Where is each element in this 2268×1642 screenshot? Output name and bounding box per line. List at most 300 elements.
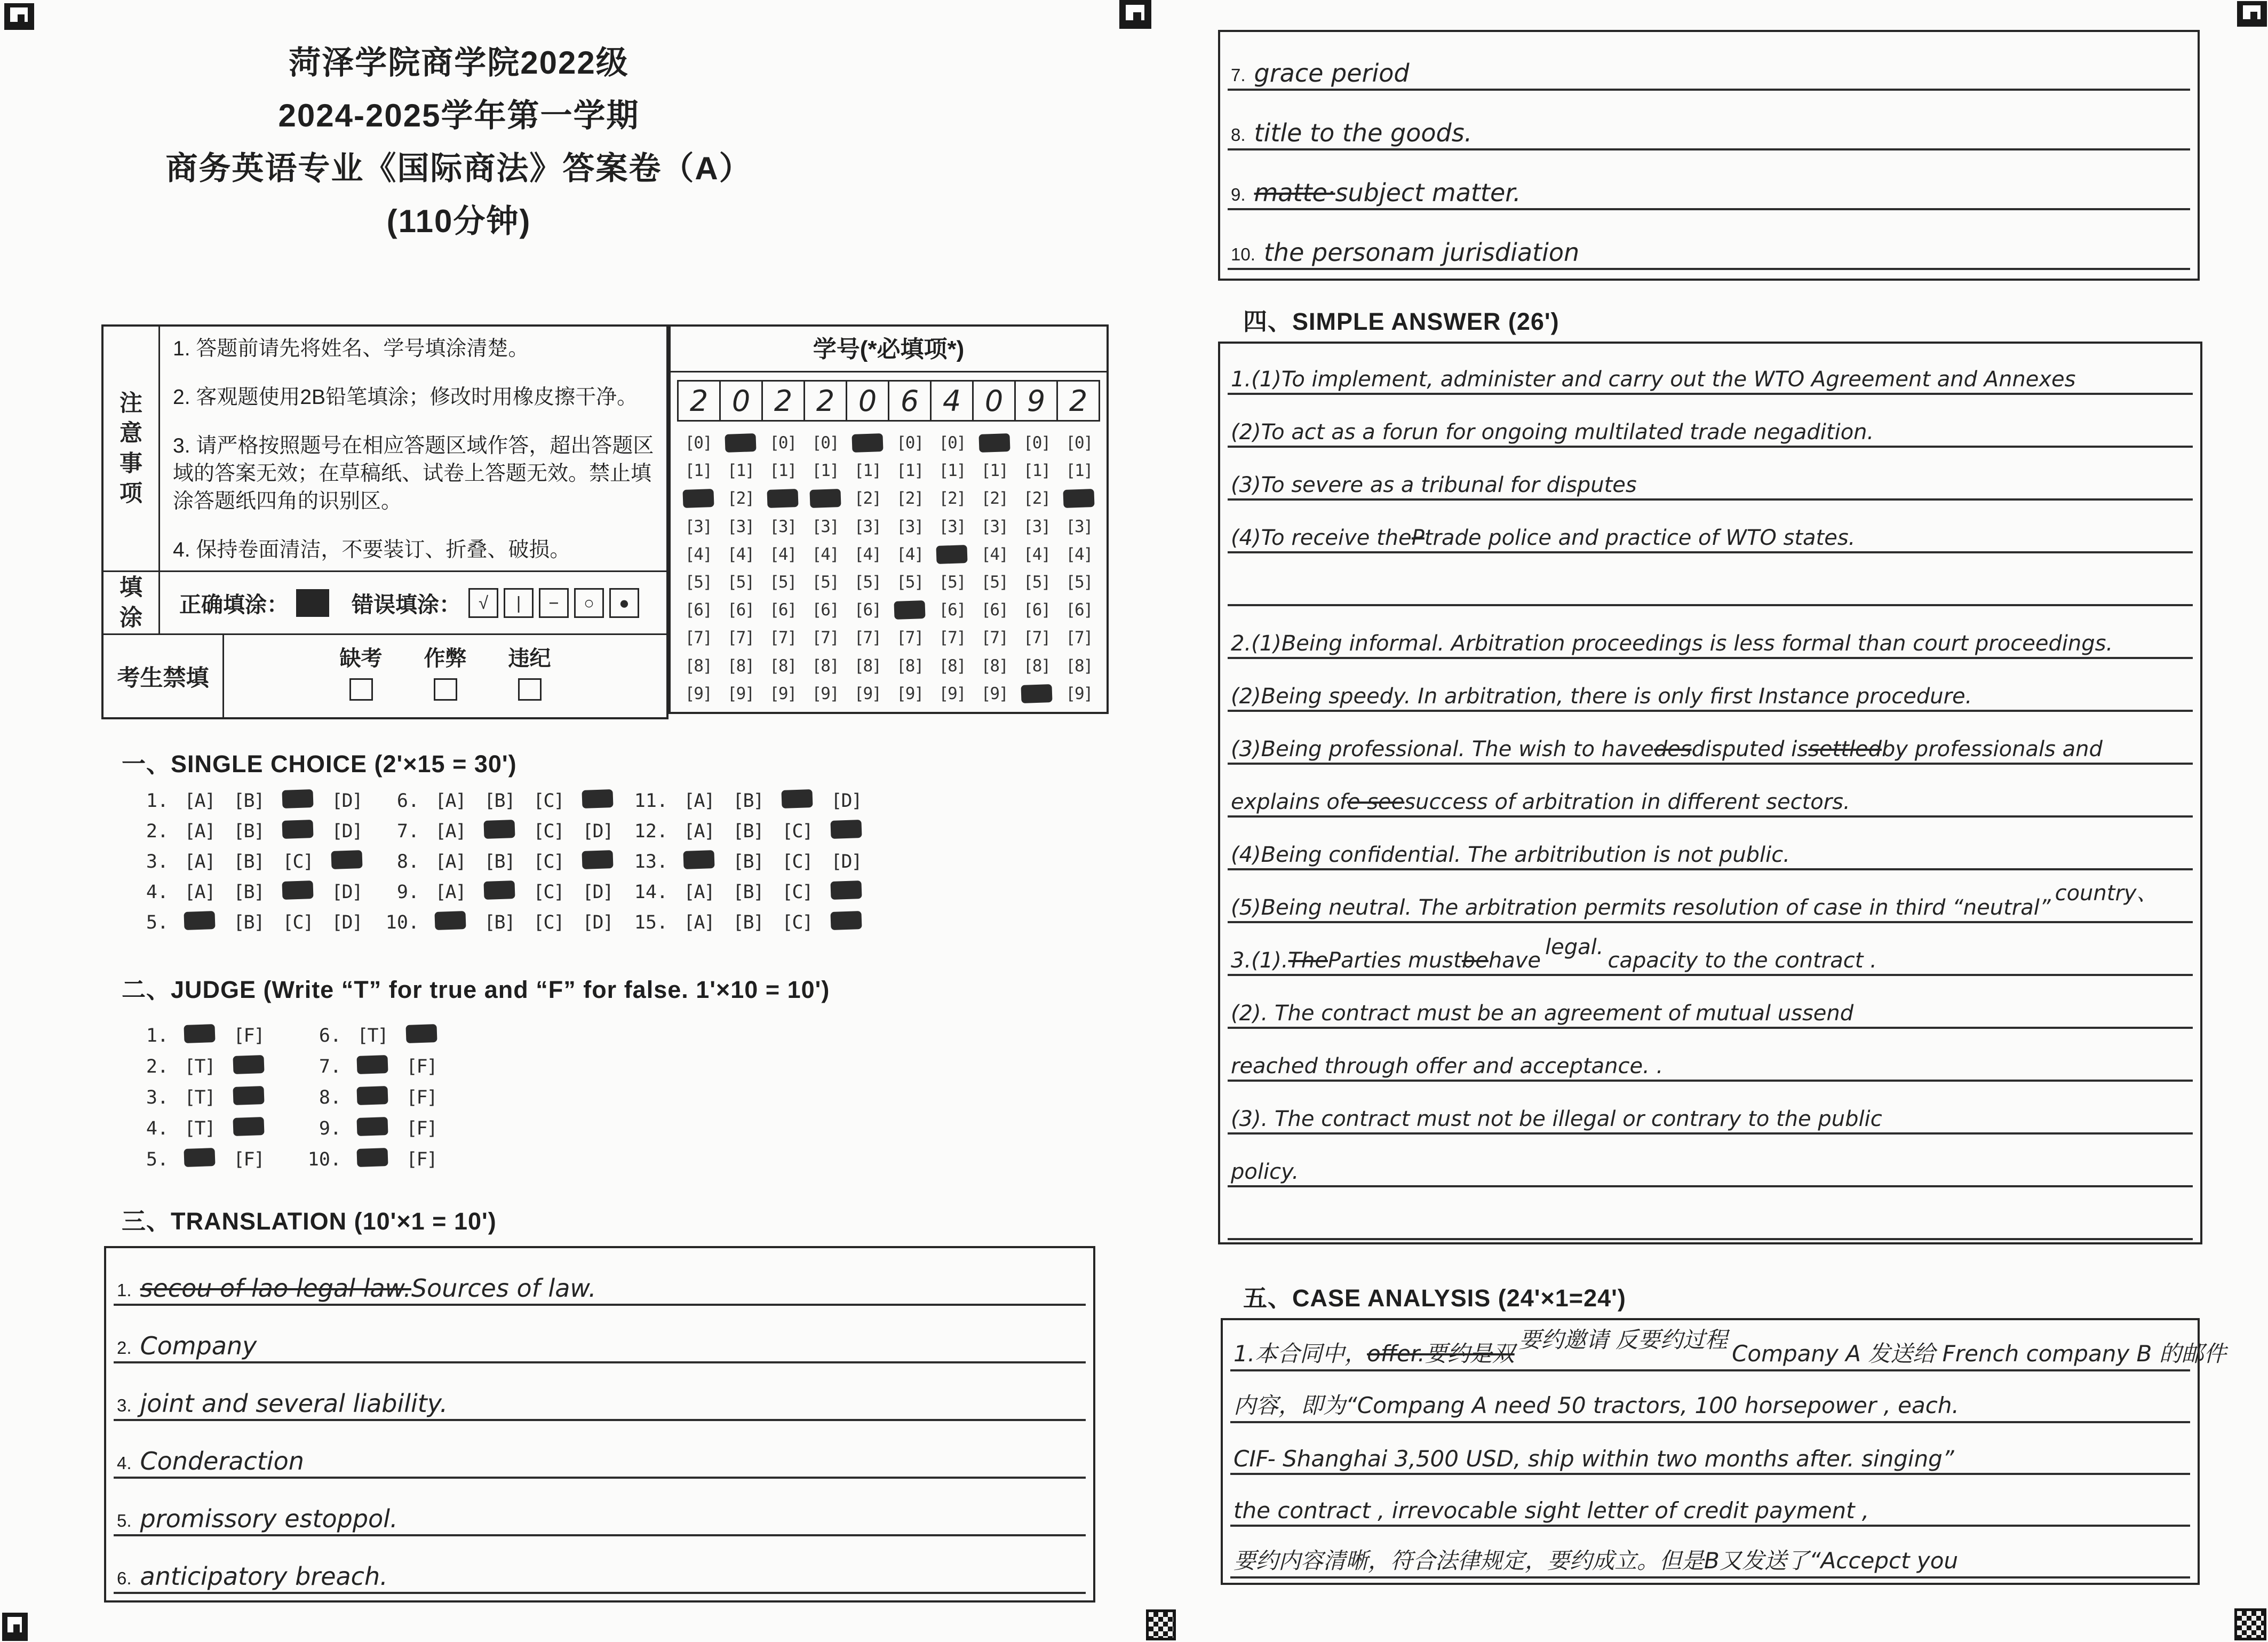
student-id-bubble: [7] (854, 628, 881, 648)
choice-option: [D] (831, 851, 862, 872)
wrong-fill-example-box: | (504, 588, 534, 618)
handwritten-text: title to the goods. (1254, 118, 1473, 147)
choice-option: [B] (233, 882, 264, 903)
choice-option: [B] (733, 851, 763, 872)
judge-item (124, 1085, 273, 1110)
single-choice-item (375, 850, 622, 874)
question-number: 15. (634, 912, 668, 933)
student-id-bubble: [5] (727, 573, 754, 592)
simple-answer-line (1228, 346, 2193, 395)
student-id-bubble: [3] (769, 517, 797, 536)
handwritten-text: (5)Being neutral. The arbitration permits resolution of case in third “neutral” (1231, 895, 2051, 920)
handwritten-text: 要约内容清晰，符合法律规定，要约成立。但是B又发送了“Accepct you (1234, 1548, 1959, 1574)
student-id-bubble (1058, 485, 1100, 512)
student-id-bubble: [6] (1023, 600, 1051, 620)
single-choice-item (623, 789, 871, 813)
student-id-bubble: [2] (896, 489, 924, 509)
choice-option (573, 790, 622, 813)
forbidden-option-label: 违纪 (508, 647, 551, 670)
student-id-bubble: [8] (727, 656, 754, 676)
student-id-digit: 4 (942, 384, 961, 418)
choice-option: [B] (484, 790, 515, 812)
forbidden-option-checkbox (518, 678, 542, 701)
filled-bubble (483, 819, 515, 838)
judge-option: [T] (184, 1087, 215, 1108)
judge-option (224, 1056, 273, 1078)
question-number: 9. (319, 1118, 341, 1139)
student-id-bubble: [3] (811, 517, 839, 536)
student-id-bubble: [0] (1023, 433, 1051, 453)
choice-option: [D] (582, 912, 613, 933)
judge-option (348, 1148, 397, 1171)
case-analysis-line (1230, 1375, 2190, 1423)
student-id-digit-cell (930, 382, 972, 420)
choice-option: [A] (184, 790, 215, 812)
student-id-digit: 2 (774, 384, 793, 418)
notice-label-char: 事 (120, 450, 142, 477)
student-id-bubble: [1] (1065, 461, 1093, 481)
wrong-fill-label: 错误填涂： (352, 592, 461, 617)
filled-bubble (582, 850, 613, 869)
choice-option: [B] (233, 912, 264, 933)
choice-option: [A] (435, 821, 466, 842)
qr-marker-bottom-middle (1146, 1609, 1176, 1640)
case-analysis-line (1230, 1530, 2190, 1578)
simple-answer-line (1228, 980, 2193, 1029)
student-id-bubble: [1] (727, 461, 754, 481)
translation-line (114, 1541, 1086, 1594)
choice-option: [B] (233, 851, 264, 872)
student-id-bubble: [8] (685, 656, 712, 676)
question-number: 2. (146, 1056, 169, 1077)
filled-bubble (936, 545, 968, 564)
filled-bubble (682, 489, 714, 508)
registration-marker-bottom-left (2, 1613, 28, 1641)
student-id-bubble: [6] (938, 600, 966, 620)
printed-item-number: 4. (117, 1453, 132, 1473)
notice-item: 4. 保持卷面清洁，不要装订、折叠、破损。 (173, 538, 571, 561)
choice-option: [C] (282, 912, 313, 933)
handwritten-insertion: country、 (2055, 881, 2158, 906)
simple-answer-line (1228, 1033, 2193, 1082)
student-id-bubble: [2] (727, 489, 754, 509)
judge-option: [F] (233, 1025, 264, 1046)
translation-line (1228, 35, 2190, 91)
handwritten-text: joint and several liability. (140, 1389, 448, 1418)
simple-answer-line (1228, 1191, 2193, 1240)
question-number: 14. (634, 882, 668, 903)
translation-line (1228, 95, 2190, 150)
student-id-bubble: [9] (854, 684, 881, 703)
student-id-bubble: [8] (896, 656, 924, 676)
single-choice-item (124, 850, 371, 874)
forbidden-option (508, 641, 551, 717)
handwritten-text: (3)To severe as a tribunal for disputes (1231, 473, 1637, 497)
filled-bubble (184, 1147, 215, 1167)
handwritten-text: (2). The contract must be an agreement of mutual ussend (1231, 1001, 1854, 1026)
student-id-bubble: [3] (938, 517, 966, 536)
choice-option: [D] (582, 821, 613, 842)
handwritten-text: capacity to the contract . (1608, 948, 1877, 973)
judge-item (297, 1085, 446, 1110)
student-id-bubble: [2] (981, 489, 1008, 509)
question-number: 2. (146, 821, 169, 842)
choice-option (773, 790, 822, 813)
student-id-bubble: [6] (769, 600, 797, 620)
forbidden-options (224, 635, 666, 717)
case-analysis-heading: 五、CASE ANALYSIS (24'×1=24') (1243, 1284, 1626, 1312)
single-choice-item (124, 819, 371, 844)
simple-answer-line (1228, 874, 2193, 923)
wrong-fill-example-box: ○ (574, 588, 604, 618)
handwritten-text: the personam jurisdiation (1263, 238, 1580, 267)
handwritten-text: (2)Being speedy. In arbitration, there is only first Instance procedure. (1231, 684, 1972, 709)
judge-item (124, 1024, 273, 1048)
single-choice-item (124, 789, 371, 813)
student-id-bubble: [0] (769, 433, 797, 453)
question-number: 5. (146, 1149, 169, 1170)
choice-option (322, 851, 371, 874)
handwritten-text: policy. (1231, 1160, 1299, 1184)
choice-option: [C] (533, 821, 564, 842)
choice-option: [D] (582, 882, 613, 903)
notice-label-char: 意 (120, 421, 142, 447)
student-id-bubble: [4] (769, 544, 797, 564)
student-id-digit-cell (679, 382, 719, 420)
correct-fill-sample (296, 589, 329, 617)
handwritten-text-struck: des (1653, 737, 1692, 761)
judge-option: [F] (406, 1087, 437, 1108)
single-choice-item (623, 880, 871, 905)
simple-answer-line (1228, 451, 2193, 501)
filled-bubble (809, 489, 841, 508)
student-id-bubble: [1] (811, 461, 839, 481)
choice-option: [C] (533, 882, 564, 903)
student-id-bubble: [5] (685, 573, 712, 592)
student-id-bubble: [2] (854, 489, 881, 509)
student-id-bubble: [1] (769, 461, 797, 481)
student-id-bubble: [2] (1023, 489, 1051, 509)
student-id-bubble: [5] (938, 573, 966, 592)
filled-bubble (582, 789, 613, 808)
student-id-bubble: [5] (1065, 573, 1093, 592)
filled-bubble (282, 880, 313, 899)
fill-label-char: 涂 (120, 605, 142, 631)
choice-option: [C] (782, 912, 813, 933)
student-id-bubble (804, 485, 846, 512)
handwritten-text: 3.(1). (1231, 948, 1288, 973)
student-id-digit: 2 (689, 384, 709, 418)
student-id-bubble (719, 429, 761, 457)
case-analysis-line (1230, 1323, 2226, 1371)
exam-title-line: 菏泽学院商学院2022级 (289, 45, 629, 81)
student-id-digit-cell (888, 382, 930, 420)
filled-bubble (405, 1024, 437, 1043)
student-id-bubble: [3] (1065, 517, 1093, 536)
registration-marker-top-left (4, 3, 34, 30)
judge-item (124, 1116, 273, 1141)
judge-option (224, 1117, 273, 1140)
student-id-bubble: [9] (896, 684, 924, 703)
simple-answer-line (1228, 557, 2193, 606)
judge-option: [F] (406, 1118, 437, 1139)
student-id-bubble: [7] (1065, 628, 1093, 648)
student-id-bubble: [4] (1065, 544, 1093, 564)
printed-item-number: 9. (1231, 185, 1246, 204)
judge-option (397, 1025, 446, 1048)
choice-option: [D] (831, 790, 862, 812)
student-id-digit: 0 (731, 384, 751, 418)
translation-answer-box (104, 1246, 1095, 1603)
filled-bubble (830, 910, 862, 930)
student-id-digit: 2 (1069, 384, 1088, 418)
handwritten-text-struck: settled (1808, 737, 1882, 761)
judge-item (297, 1024, 446, 1048)
filled-bubble (282, 789, 313, 808)
student-id-bubble (889, 596, 931, 624)
student-id-bubble: [0] (938, 433, 966, 453)
wrong-fill-example-box: ● (609, 588, 639, 618)
forbidden-option-checkbox (434, 678, 457, 701)
filled-bubble (356, 1147, 388, 1167)
student-id-bubble: [6] (981, 600, 1008, 620)
forbidden-option (424, 641, 467, 717)
simple-answer-line (1228, 504, 2193, 553)
single-choice-item (623, 850, 871, 874)
student-id-bubble (762, 485, 804, 512)
student-id-bubble: [7] (1023, 628, 1051, 648)
handwritten-text: success of arbitration in different sectors. (1404, 790, 1850, 814)
filled-bubble (781, 789, 813, 808)
handwritten-text: 1.本合同中， (1234, 1340, 1367, 1367)
judge-option: [F] (406, 1149, 437, 1170)
student-id-bubble: [9] (769, 684, 797, 703)
wrong-fill-samples (468, 588, 644, 618)
student-id-bubble (973, 429, 1015, 457)
judge-option (348, 1117, 397, 1140)
simple-answer-line (1228, 927, 2193, 976)
judge-item (124, 1054, 273, 1079)
judge-option: [T] (357, 1025, 388, 1046)
handwritten-text: have (1488, 948, 1541, 973)
student-id-bubble: [8] (981, 656, 1008, 676)
filled-bubble (1021, 684, 1052, 703)
filled-bubble (184, 910, 215, 930)
choice-option (273, 881, 322, 904)
student-id-title: 学号(*必填项*) (671, 327, 1107, 372)
translation-heading: 三、TRANSLATION (10'×1 = 10') (122, 1208, 497, 1235)
student-id-box (669, 324, 1109, 714)
student-id-digit-cell (719, 382, 761, 420)
notice-row (104, 327, 666, 572)
student-id-bubble: [5] (854, 573, 881, 592)
student-id-bubble: [8] (854, 656, 881, 676)
filled-bubble (683, 850, 714, 869)
student-id-bubble: [7] (769, 628, 797, 648)
student-id-bubble-grid (677, 429, 1100, 708)
student-id-bubble: [6] (811, 600, 839, 620)
handwritten-text-struck: e see (1347, 790, 1405, 814)
choice-option: [B] (233, 821, 264, 842)
question-number: 5. (146, 912, 169, 933)
choice-option (822, 820, 871, 843)
registration-marker-top-middle (1119, 0, 1151, 29)
choice-option (273, 820, 322, 843)
question-number: 7. (319, 1056, 341, 1077)
forbidden-side-label: 考生禁填 (104, 635, 224, 717)
choice-option: [B] (733, 790, 763, 812)
student-id-bubble: [0] (811, 433, 839, 453)
student-id-bubble: [0] (896, 433, 924, 453)
handwritten-text: grace period (1254, 59, 1410, 88)
handwritten-text: (4)Being confidential. The arbitribution is not public. (1231, 843, 1790, 867)
student-id-bubble: [6] (685, 600, 712, 620)
student-id-bubble: [1] (938, 461, 966, 481)
filled-bubble (356, 1085, 388, 1105)
student-id-bubble (846, 429, 888, 457)
forbidden-option (340, 641, 383, 717)
student-id-bubble: [5] (981, 573, 1008, 592)
translation-line (114, 1310, 1086, 1363)
filled-bubble (852, 433, 883, 453)
student-id-bubble: [5] (769, 573, 797, 592)
student-id-bubble: [6] (1065, 600, 1093, 620)
notice-label-char: 注 (120, 391, 142, 417)
student-id-bubble: [7] (981, 628, 1008, 648)
student-id-bubble: [4] (1023, 544, 1051, 564)
handwritten-text: (2)To act as a forun for ongoing multilated trade negadition. (1231, 420, 1874, 445)
translation-line (114, 1368, 1086, 1421)
student-id-bubble: [5] (811, 573, 839, 592)
student-id-bubble: [7] (727, 628, 754, 648)
student-id-bubble: [5] (896, 573, 924, 592)
handwritten-text: promissory estoppol. (140, 1504, 398, 1533)
choice-option: [B] (233, 790, 264, 812)
student-id-bubble: [8] (938, 656, 966, 676)
printed-item-number: 1. (117, 1280, 132, 1300)
judge-option: [T] (184, 1118, 215, 1139)
single-choice-item (623, 819, 871, 844)
filled-bubble (356, 1116, 388, 1136)
choice-option (475, 881, 524, 904)
question-number: 11. (634, 790, 668, 812)
student-id-digit-cell (1014, 382, 1056, 420)
choice-option (175, 911, 224, 934)
choice-option: [A] (184, 851, 215, 872)
handwritten-insertion: 要约邀请 反要约过程 (1518, 1326, 1728, 1353)
judge-item (297, 1116, 446, 1141)
simple-answer-line (1228, 610, 2193, 659)
handwritten-text: (3)Being professional. The wish to have (1231, 737, 1654, 761)
student-id-digit: 6 (900, 384, 919, 418)
student-id-bubble (931, 541, 973, 568)
wrong-fill-example-box: − (539, 588, 569, 618)
single-choice-item (375, 880, 622, 905)
student-id-bubble: [6] (727, 600, 754, 620)
filled-bubble (894, 600, 926, 620)
handwritten-text: (4)To receive the (1231, 526, 1412, 550)
question-number: 8. (396, 851, 419, 872)
filled-bubble (1063, 489, 1095, 508)
choice-option: [C] (282, 851, 313, 872)
choice-option: [A] (683, 912, 714, 933)
handwritten-text-struck: secou of lao legal law. (140, 1274, 411, 1303)
filled-bubble (356, 1054, 388, 1074)
handwritten-text: 2.(1)Being informal. Arbitration proceedings is less formal than court proceedings. (1231, 631, 2113, 656)
judge-option (224, 1086, 273, 1109)
choice-option: [D] (331, 882, 362, 903)
fill-label-char: 填 (120, 575, 142, 601)
student-id-bubble (677, 485, 719, 512)
handwritten-text: the contract , irrevocable sight letter of credit payment , (1234, 1497, 1869, 1524)
filled-bubble (830, 819, 862, 838)
simple-answer-line (1228, 1138, 2193, 1187)
handwritten-text: 1.(1)To implement, administer and carry out the WTO Agreement and Annexes (1231, 367, 2076, 392)
student-id-bubble: [1] (685, 461, 712, 481)
student-id-bubble: [3] (1023, 517, 1051, 536)
printed-item-number: 8. (1231, 125, 1246, 145)
case-analysis-line (1230, 1427, 2190, 1475)
choice-option: [A] (184, 882, 215, 903)
handwritten-text-struck: be (1461, 948, 1489, 973)
handwritten-text-struck: P (1411, 526, 1425, 550)
handwritten-text: disputed is (1691, 737, 1809, 761)
translation-line (114, 1483, 1086, 1536)
question-number: 1. (146, 790, 169, 812)
choice-option: [D] (331, 912, 362, 933)
question-number: 13. (634, 851, 668, 872)
handwritten-text: subject matter. (1335, 178, 1521, 207)
case-analysis-box (1221, 1318, 2226, 1585)
filled-bubble (483, 880, 515, 899)
question-number: 3. (146, 1087, 169, 1108)
judge-item (297, 1054, 446, 1079)
translation-answer-box-continued (1218, 30, 2200, 281)
translation-line (1228, 215, 2190, 270)
choice-option: [C] (533, 851, 564, 872)
translation-line (1228, 155, 2190, 210)
filled-bubble (830, 880, 862, 899)
student-id-bubble: [8] (811, 656, 839, 676)
question-number: 9. (396, 882, 419, 903)
student-id-bubble: [1] (896, 461, 924, 481)
question-number: 10. (385, 912, 419, 933)
exam-title-line: (110分钟) (386, 203, 531, 239)
student-id-bubble: [4] (811, 544, 839, 564)
single-choice-item (124, 880, 371, 905)
handwritten-text: Parties must (1327, 948, 1462, 973)
student-id-bubble: [2] (938, 489, 966, 509)
student-id-bubble (1015, 680, 1057, 708)
student-id-bubble: [8] (1065, 656, 1093, 676)
single-choice-item (623, 910, 871, 935)
student-id-handwritten-digits (677, 380, 1100, 422)
student-id-bubble: [1] (854, 461, 881, 481)
single-choice-item (375, 819, 622, 844)
student-id-bubble: [9] (981, 684, 1008, 703)
student-id-bubble: [8] (769, 656, 797, 676)
simple-answer-line (1228, 399, 2193, 448)
choice-option: [A] (184, 821, 215, 842)
examinee-forbidden-row (104, 635, 666, 717)
question-number: 12. (634, 821, 668, 842)
judge-item (124, 1147, 273, 1172)
single-choice-item (375, 789, 622, 813)
student-id-digit: 9 (1026, 384, 1046, 418)
exam-title-line: 2024-2025学年第一学期 (278, 98, 640, 133)
notice-items (160, 327, 666, 570)
handwritten-text: Conderaction (140, 1447, 304, 1476)
